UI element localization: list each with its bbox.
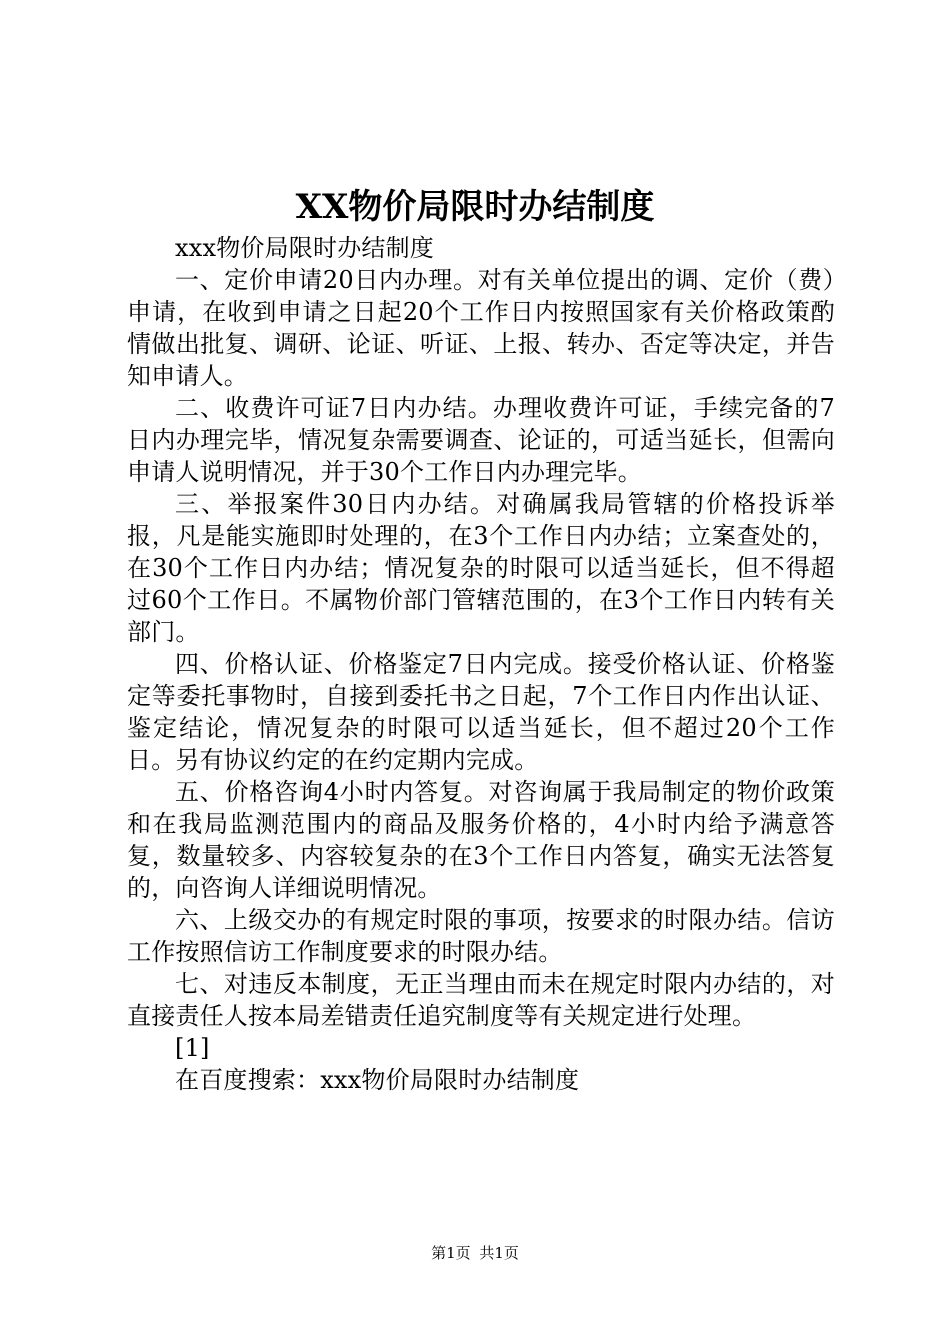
subtitle-paragraph: xxx物价局限时办结制度 (175, 234, 435, 262)
clause-paragraph-3: 三、举报案件30日内办结。对确属我局管辖的价格投诉举报，凡是能实施即时处理的，在3个工作日内办结；立案查处的，在30个工作日内办结；情况复杂的时限可以适当延长，但不得超过60个工作日。不属物价部门管辖范围的，在3个工作日内转有关部门。 (127, 490, 835, 646)
search-hint: 在百度搜索：xxx物价局限时办结制度 (175, 1066, 580, 1094)
clause-paragraph-7: 七、对违反本制度，无正当理由而未在规定时限内办结的，对直接责任人按本局差错责任追究制度等有关规定进行处理。 (127, 970, 835, 1030)
clause-paragraph-5: 五、价格咨询4小时内答复。对咨询属于我局制定的物价政策和在我局监测范围内的商品及服务价格的，4小时内给予满意答复，数量较多、内容较复杂的在3个工作日内答复，确实无法答复的，向咨询人详细说明情况。 (127, 778, 835, 902)
document-title: XX物价局限时办结制度 (295, 187, 655, 227)
reference-marker: [1] (175, 1034, 210, 1062)
clause-paragraph-4: 四、价格认证、价格鉴定7日内完成。接受价格认证、价格鉴定等委托事物时，自接到委托书之日起，7个工作日内作出认证、鉴定结论，情况复杂的时限可以适当延长，但不超过20个工作日。另有协议约定的在约定期内完成。 (127, 650, 835, 774)
clause-paragraph-1: 一、定价申请20日内办理。对有关单位提出的调、定价（费）申请，在收到申请之日起20个工作日内按照国家有关价格政策酌情做出批复、调研、论证、听证、上报、转办、否定等决定，并告知申请人。 (127, 266, 835, 390)
clause-paragraph-2: 二、收费许可证7日内办结。办理收费许可证，手续完备的7日内办理完毕，情况复杂需要调查、论证的，可适当延长，但需向申请人说明情况，并于30个工作日内办理完毕。 (127, 394, 835, 486)
page-total: 共1页 (479, 1244, 519, 1262)
page-footer (0, 1243, 950, 1263)
clause-paragraph-6: 六、上级交办的有规定时限的事项，按要求的时限办结。信访工作按照信访工作制度要求的时限办结。 (127, 906, 835, 966)
page-number: 第1页 (431, 1244, 471, 1262)
document-body (127, 232, 835, 1096)
